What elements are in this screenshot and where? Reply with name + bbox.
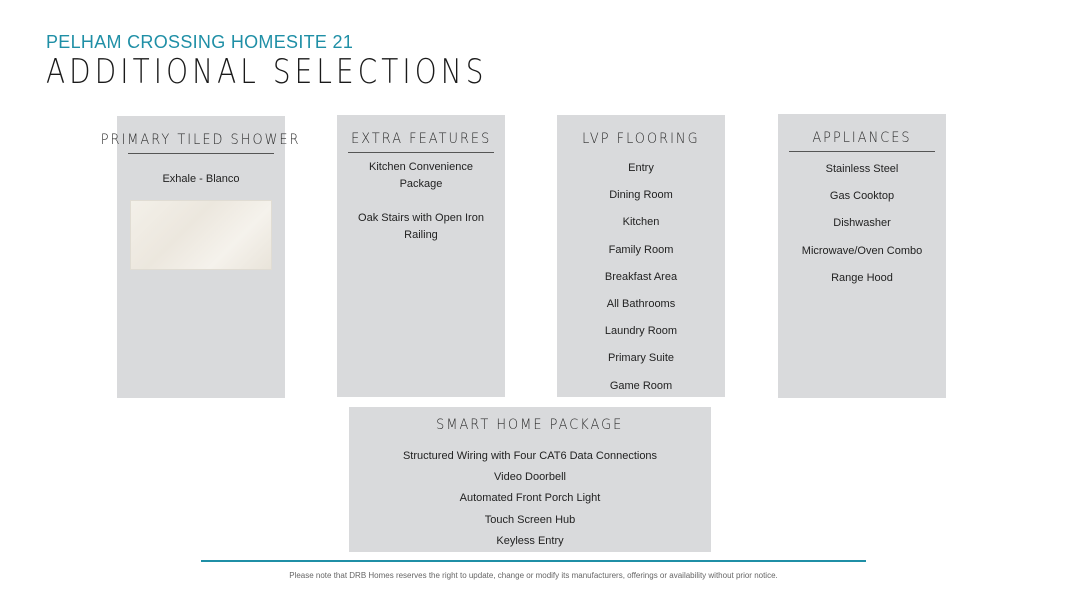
card-heading: PRIMARY TILED SHOWER	[101, 132, 301, 148]
selection-item: Gas Cooktop	[829, 190, 895, 203]
selection-item: Dishwasher	[833, 217, 891, 230]
smart-home-package-card	[349, 407, 711, 552]
selection-list	[337, 159, 505, 244]
heading-divider	[348, 152, 494, 153]
selection-item: Game Room	[609, 379, 673, 392]
lvp-flooring-card	[557, 115, 725, 397]
primary-tiled-shower-card	[101, 116, 301, 398]
card-heading: LVP FLOORING	[582, 131, 700, 147]
selection-item: Automated Front Porch Light	[459, 492, 601, 505]
appliances-card	[778, 114, 946, 398]
card-heading: EXTRA FEATURES	[350, 131, 492, 147]
selection-item: Range Hood	[831, 271, 893, 284]
selection-item: Laundry Room	[604, 325, 678, 338]
selection-list	[557, 155, 725, 400]
selection-item: Kitchen	[622, 216, 660, 229]
selection-item: Primary Suite	[607, 352, 675, 365]
card-heading: APPLIANCES	[812, 130, 912, 146]
heading-divider	[789, 151, 935, 152]
selection-item: All Bathrooms	[606, 298, 676, 311]
selection-item: Dining Room	[609, 189, 673, 202]
selection-item: Breakfast Area	[604, 270, 678, 283]
selection-item: Touch Screen Hub	[484, 513, 576, 526]
tile-swatch-image	[130, 200, 272, 270]
page-title: ADDITIONAL SELECTIONS	[46, 52, 488, 92]
selection-item: Microwave/Oven Combo	[801, 244, 923, 257]
selection-item: Stainless Steel	[825, 163, 899, 175]
selection-list	[349, 446, 711, 552]
selection-item: Kitchen Convenience Package	[369, 161, 473, 190]
footer-divider	[201, 560, 866, 562]
selection-item: Keyless Entry	[496, 534, 564, 547]
disclaimer-note: Please note that DRB Homes reserves the right to update, change or modify its manufacturers, offerings or availability without prior notice.	[289, 571, 778, 580]
page-subtitle: PELHAM CROSSING HOMESITE 21	[46, 32, 354, 52]
selection-item: Exhale - Blanco	[162, 173, 240, 185]
extra-features-card	[337, 115, 505, 397]
selection-list	[117, 171, 285, 188]
heading-divider	[128, 153, 274, 154]
selection-item: Video Doorbell	[494, 471, 566, 484]
selection-item: Family Room	[608, 243, 674, 256]
selection-item: Structured Wiring with Four CAT6 Data Connections	[402, 450, 658, 462]
card-heading: SMART HOME PACKAGE	[436, 417, 624, 433]
selection-item: Oak Stairs with Open Iron Railing	[358, 212, 484, 241]
selection-item: Entry	[628, 162, 654, 174]
selection-list	[778, 156, 946, 292]
